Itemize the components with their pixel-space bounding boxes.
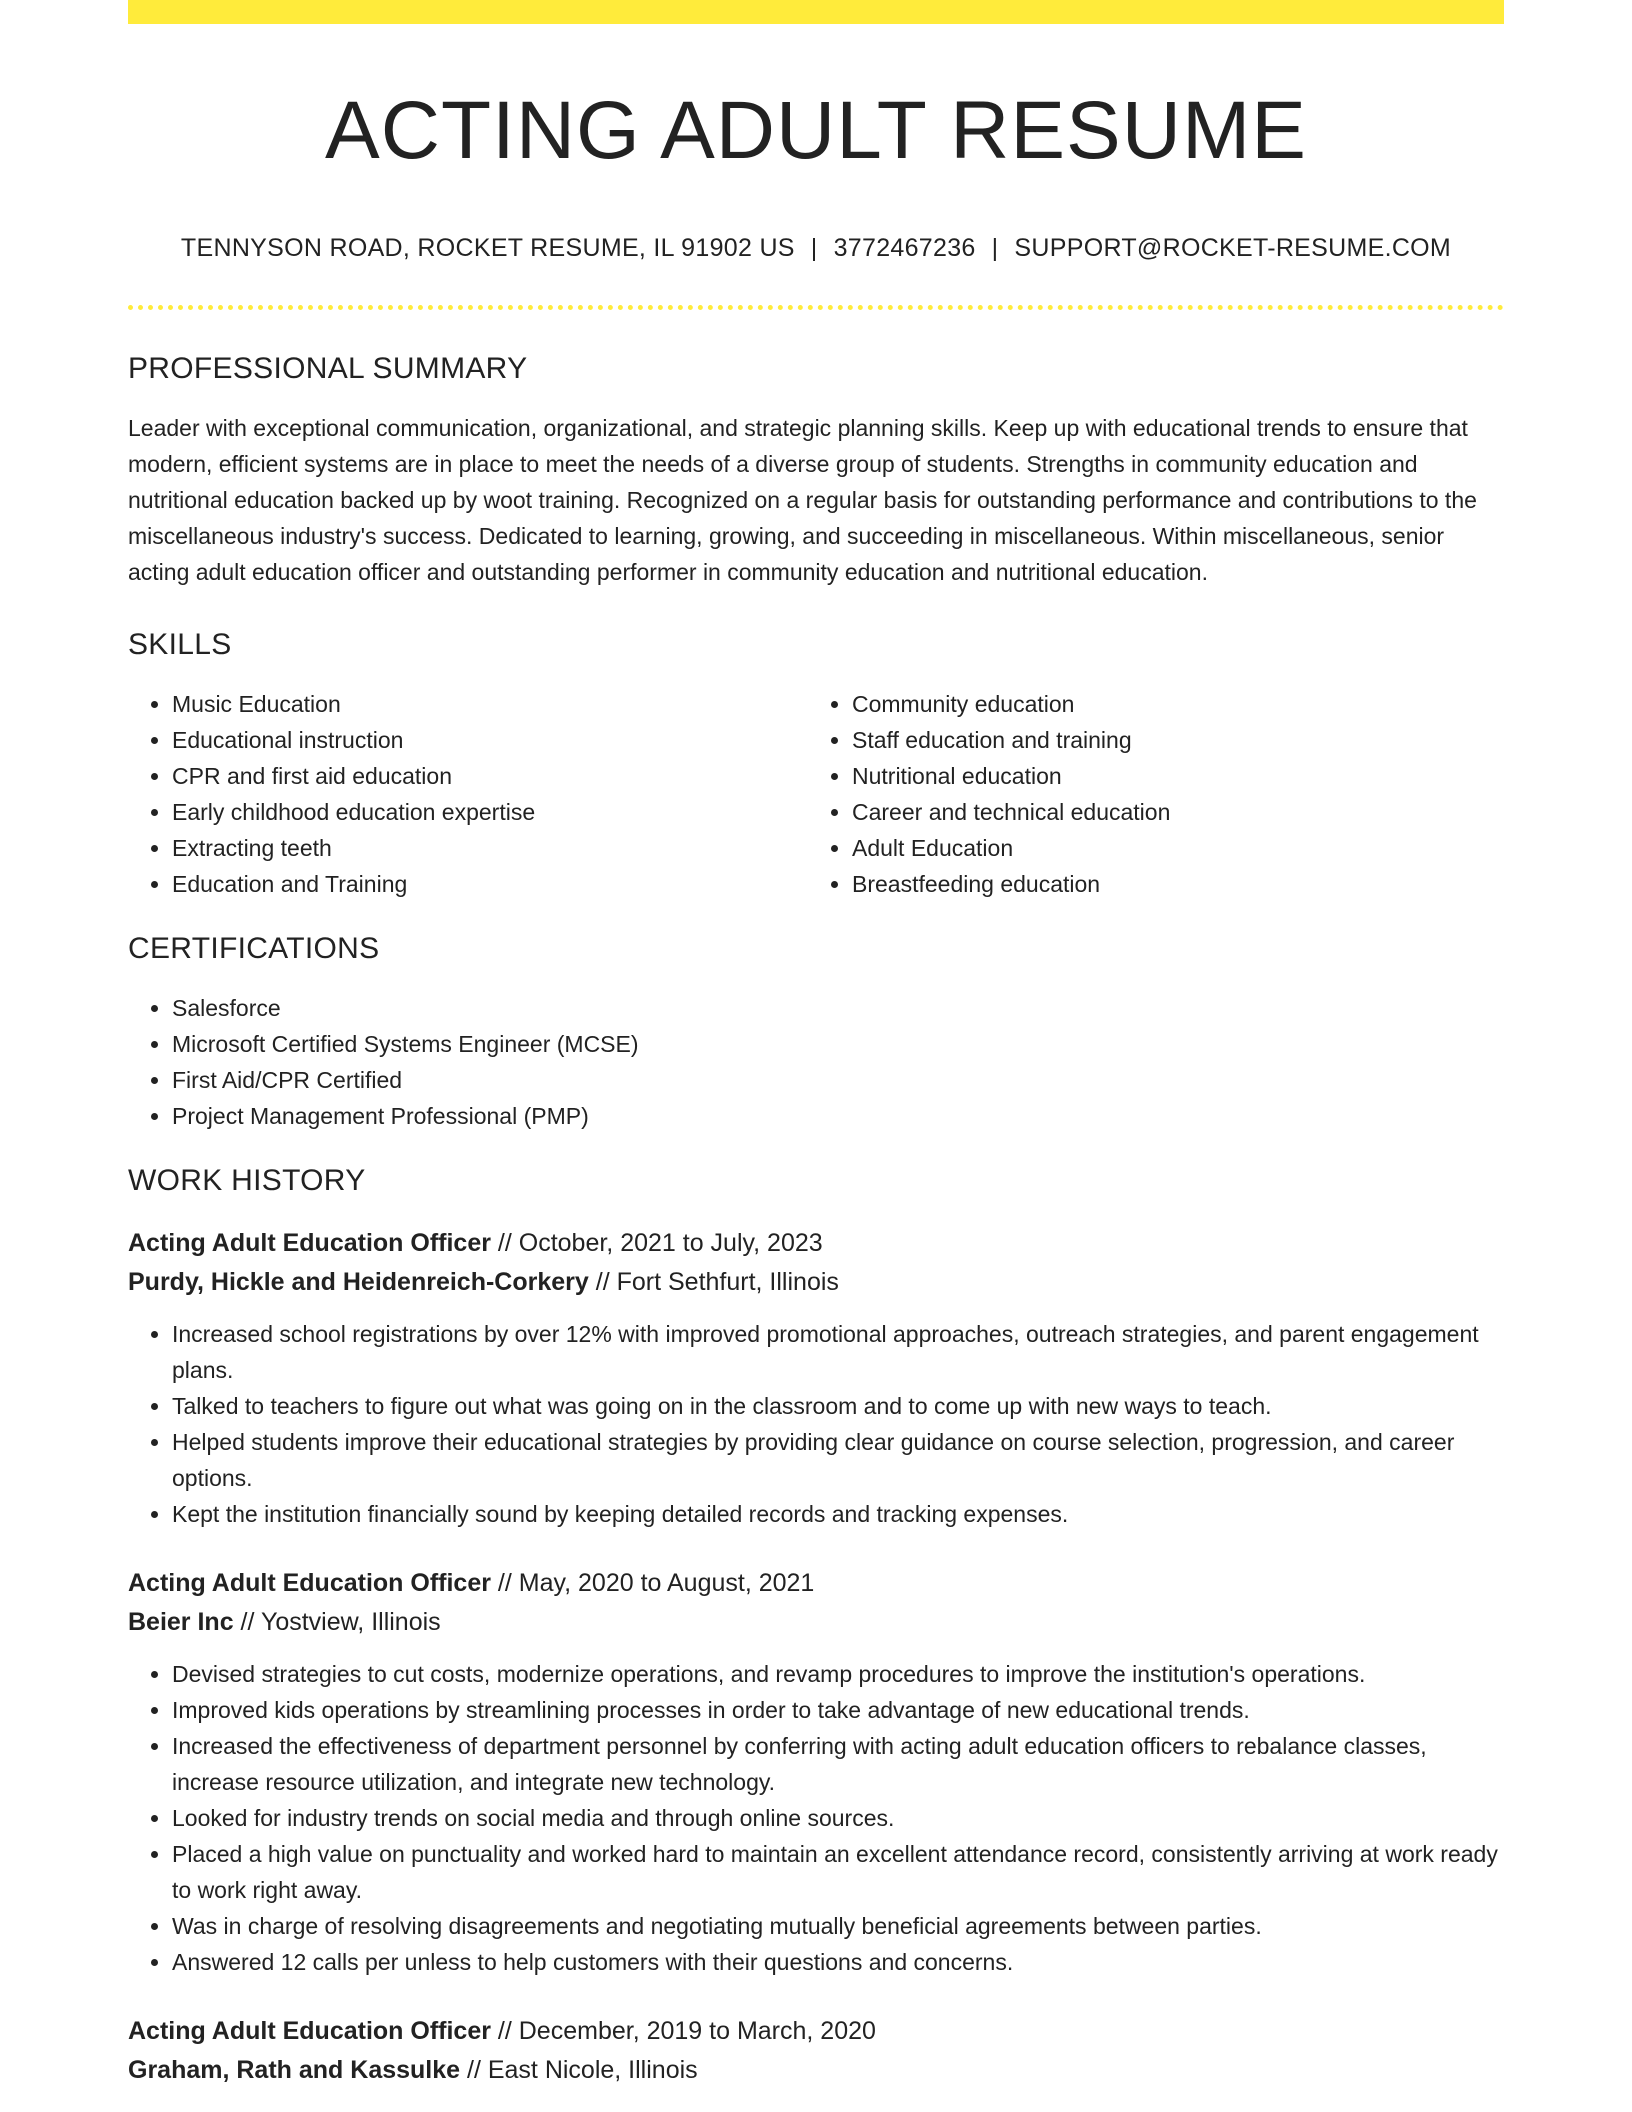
skill-item: • Nutritional education (852, 758, 1486, 794)
job-bullets (128, 1316, 1504, 1532)
job-location: // Yostview, Illinois (233, 1608, 441, 1637)
contact-separator: | (991, 234, 999, 263)
job-location: // Fort Sethfurt, Illinois (588, 1268, 839, 1297)
skills-list-left (128, 686, 806, 902)
skill-item: • Staff education and training (852, 722, 1486, 758)
job-location: // East Nicole, Illinois (460, 2056, 698, 2085)
skill-item: • Adult Education (852, 830, 1486, 866)
job-dates: // December, 2019 to March, 2020 (490, 2017, 876, 2046)
contact-phone: 3772467236 (833, 234, 976, 263)
resume-title: ACTING ADULT RESUME (325, 85, 1307, 176)
job-entry (128, 1224, 1504, 1532)
job-bullet: • Talked to teachers to figure out what was going on in the classroom and to come up with new ways to teach. (172, 1388, 1504, 1424)
section-heading: PROFESSIONAL SUMMARY (128, 352, 528, 386)
job-bullet: • Improved kids operations by streamlining processes in order to take advantage of new educational trends. (172, 1692, 1504, 1728)
job-bullet: • Kept the institution financially sound by keeping detailed records and tracking expenses. (172, 1496, 1504, 1532)
job-title-line (128, 1224, 1504, 1263)
skill-item: • Community education (852, 686, 1486, 722)
section-heading: SKILLS (128, 628, 232, 662)
certifications-list (128, 990, 1504, 1134)
certification-item: • Project Management Professional (PMP) (172, 1098, 1504, 1134)
skill-item: • CPR and first aid education (172, 758, 806, 794)
summary-text: Leader with exceptional communication, organizational, and strategic planning skills. Keep up with educational trends to ensure that modern, efficient systems are in place to meet the needs of a diverse group of students. Strengths in community education and nutritional education backed up by woot training. Recognized on a regular basis for outstanding performance and contributions to the miscellaneous industry's success. Dedicated to learning, growing, and succeeding in miscellaneous. Within miscellaneous, senior acting adult education officer and outstanding performer in community education and nutritional education. (128, 415, 1477, 586)
professional-summary-section (128, 352, 1504, 590)
skills-list-right (806, 686, 1486, 902)
skill-item: • Early childhood education expertise (172, 794, 806, 830)
job-company-line (128, 1603, 1504, 1642)
section-heading: WORK HISTORY (128, 1164, 366, 1198)
job-dates: // May, 2020 to August, 2021 (490, 1569, 815, 1598)
accent-top-bar (128, 0, 1504, 24)
skill-item: • Career and technical education (852, 794, 1486, 830)
job-bullet: • Was in charge of resolving disagreements and negotiating mutually beneficial agreements between parties. (172, 1908, 1504, 1944)
job-entry (128, 1564, 1504, 1980)
job-bullet: • Increased school registrations by over 12% with improved promotional approaches, outreach strategies, and parent engagement plans. (172, 1316, 1504, 1388)
job-company: Graham, Rath and Kassulke (128, 2056, 461, 2085)
job-bullet: • Devised strategies to cut costs, modernize operations, and revamp procedures to improve the institution's operations. (172, 1656, 1504, 1692)
job-company: Purdy, Hickle and Heidenreich-Corkery (128, 1268, 589, 1297)
certification-item: • Microsoft Certified Systems Engineer (MCSE) (172, 1026, 1504, 1062)
skill-item: • Music Education (172, 686, 806, 722)
certification-item: • First Aid/CPR Certified (172, 1062, 1504, 1098)
job-bullets (128, 1656, 1504, 1980)
job-company-line (128, 2051, 1504, 2090)
skills-grid (128, 686, 1504, 902)
job-bullet: • Looked for industry trends on social media and through online sources. (172, 1800, 1504, 1836)
job-title: Acting Adult Education Officer (128, 1569, 491, 1598)
job-company-line (128, 1263, 1504, 1302)
dotted-divider (128, 305, 1504, 310)
contact-address: TENNYSON ROAD, ROCKET RESUME, IL 91902 US (180, 234, 795, 263)
skill-item: • Education and Training (172, 866, 806, 902)
job-title-line (128, 2012, 1504, 2051)
job-entry (128, 2012, 1504, 2090)
contact-line (128, 234, 1504, 263)
job-company: Beier Inc (128, 1608, 234, 1637)
certifications-section (128, 932, 1504, 1134)
section-heading: CERTIFICATIONS (128, 932, 380, 966)
resume-page (128, 0, 1504, 2090)
contact-email: SUPPORT@ROCKET-RESUME.COM (1014, 234, 1452, 263)
job-title-line (128, 1564, 1504, 1603)
contact-separator: | (810, 234, 818, 263)
job-bullet: • Helped students improve their educational strategies by providing clear guidance on course selection, progression, and career options. (172, 1424, 1504, 1496)
job-title: Acting Adult Education Officer (128, 2017, 491, 2046)
work-history-section (128, 1164, 1504, 2090)
skills-section (128, 628, 1504, 902)
job-title: Acting Adult Education Officer (128, 1229, 491, 1258)
skill-item: • Educational instruction (172, 722, 806, 758)
job-bullet: • Placed a high value on punctuality and worked hard to maintain an excellent attendance record, consistently arriving at work ready to work right away. (172, 1836, 1504, 1908)
skill-item: • Extracting teeth (172, 830, 806, 866)
certification-item: • Salesforce (172, 990, 1504, 1026)
skill-item: • Breastfeeding education (852, 866, 1486, 902)
job-dates: // October, 2021 to July, 2023 (490, 1229, 823, 1258)
job-bullet: • Answered 12 calls per unless to help customers with their questions and concerns. (172, 1944, 1504, 1980)
job-bullet: • Increased the effectiveness of department personnel by conferring with acting adult education officers to rebalance classes, increase resource utilization, and integrate new technology. (172, 1728, 1504, 1800)
